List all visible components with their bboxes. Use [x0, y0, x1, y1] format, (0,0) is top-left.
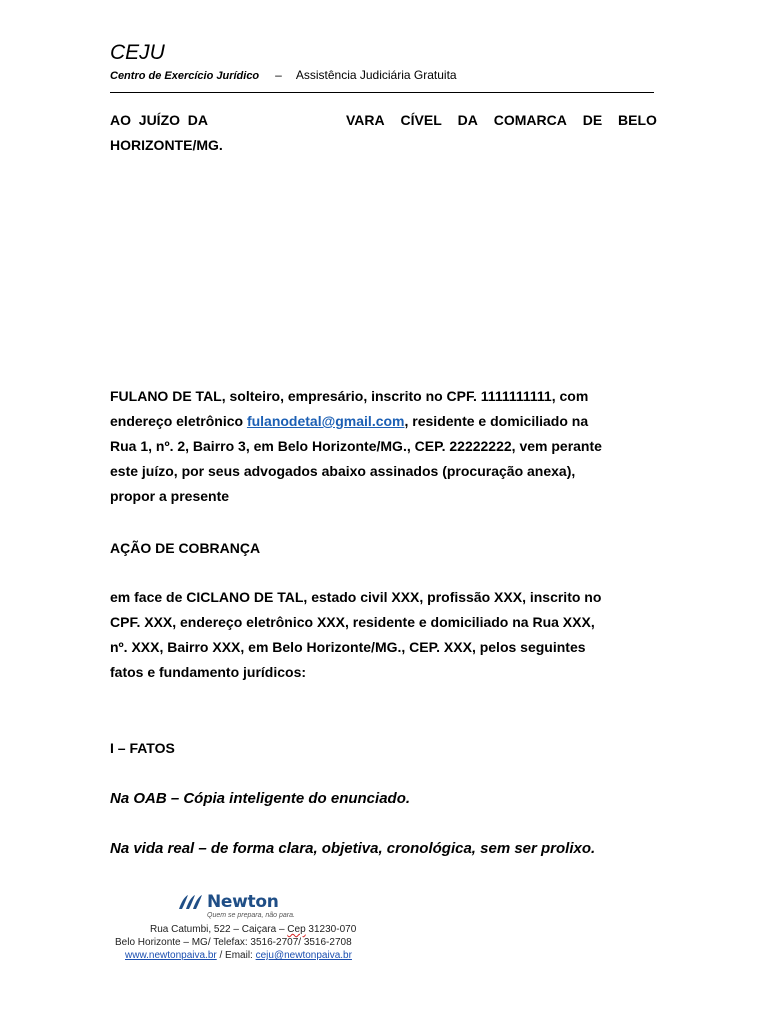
logo-tagline: Quem se prepara, não para.: [207, 912, 295, 919]
plaintiff-line: FULANO DE TAL, solteiro, empresário, inscrito no CPF. 1111111111, com: [110, 388, 589, 404]
plaintiff-line: propor a presente: [110, 488, 230, 504]
ceju-email-link[interactable]: ceju@newtonpaiva.br: [255, 950, 352, 961]
service-name: Assistência Judiciária Gratuita: [295, 68, 457, 82]
plaintiff-paragraph: [110, 384, 657, 509]
center-name: Centro de Exercício Jurídico: [110, 70, 260, 82]
defendant-line: em face de CICLANO DE TAL, estado civil XXX, profissão XXX, inscrito no: [110, 589, 602, 605]
defendant-line: CPF. XXX, endereço eletrônico XXX, residente e domiciliado na Rua XXX,: [110, 614, 595, 630]
note-oab: Na OAB – Cópia inteligente do enunciado.: [110, 790, 411, 807]
plaintiff-line: Rua 1, nº. 2, Bairro 3, em Belo Horizonte/MG., CEP. 22222222, vem perante: [110, 438, 602, 454]
newton-logo: [176, 892, 279, 912]
addressee-right: VARA CÍVEL DA COMARCA DE BELO: [346, 112, 657, 128]
header-dash: –: [275, 68, 282, 82]
defendant-line: fatos e fundamento jurídicos:: [110, 664, 307, 680]
plaintiff-email-link[interactable]: fulanodetal@gmail.com: [246, 413, 405, 429]
addressee-line-1: [110, 108, 657, 133]
website-link[interactable]: www.newtonpaiva.br: [125, 950, 217, 961]
addressee: [110, 108, 657, 158]
footer-address: Rua Catumbi, 522 – Caiçara – Cep 31230-070: [150, 924, 357, 935]
header-rule: [110, 92, 654, 93]
brand-title: CEJU: [110, 41, 165, 64]
addressee-line-2: HORIZONTE/MG.: [110, 137, 223, 153]
action-title: AÇÃO DE COBRANÇA: [110, 540, 261, 556]
logo-wordmark: Newton: [207, 892, 279, 912]
footer-phone: Belo Horizonte – MG/ Telefax: 3516-2707/ 3516-2708: [115, 937, 352, 948]
defendant-line: nº. XXX, Bairro XXX, em Belo Horizonte/MG., CEP. XXX, pelos seguintes: [110, 639, 586, 655]
addressee-left: AO JUÍZO DA: [110, 112, 209, 128]
newton-logo-icon: [176, 893, 204, 911]
header-subline: [110, 67, 457, 84]
plaintiff-line: este juízo, por seus advogados abaixo assinados (procuração anexa),: [110, 463, 576, 479]
defendant-paragraph: [110, 585, 657, 685]
plaintiff-line: endereço eletrônico fulanodetal@gmail.com, residente e domiciliado na: [110, 413, 589, 429]
footer-contacts: www.newtonpaiva.br / Email: ceju@newtonpaiva.br: [125, 950, 352, 961]
note-real-life: Na vida real – de forma clara, objetiva, cronológica, sem ser prolixo.: [110, 840, 596, 857]
section-title: I – FATOS: [110, 740, 175, 756]
